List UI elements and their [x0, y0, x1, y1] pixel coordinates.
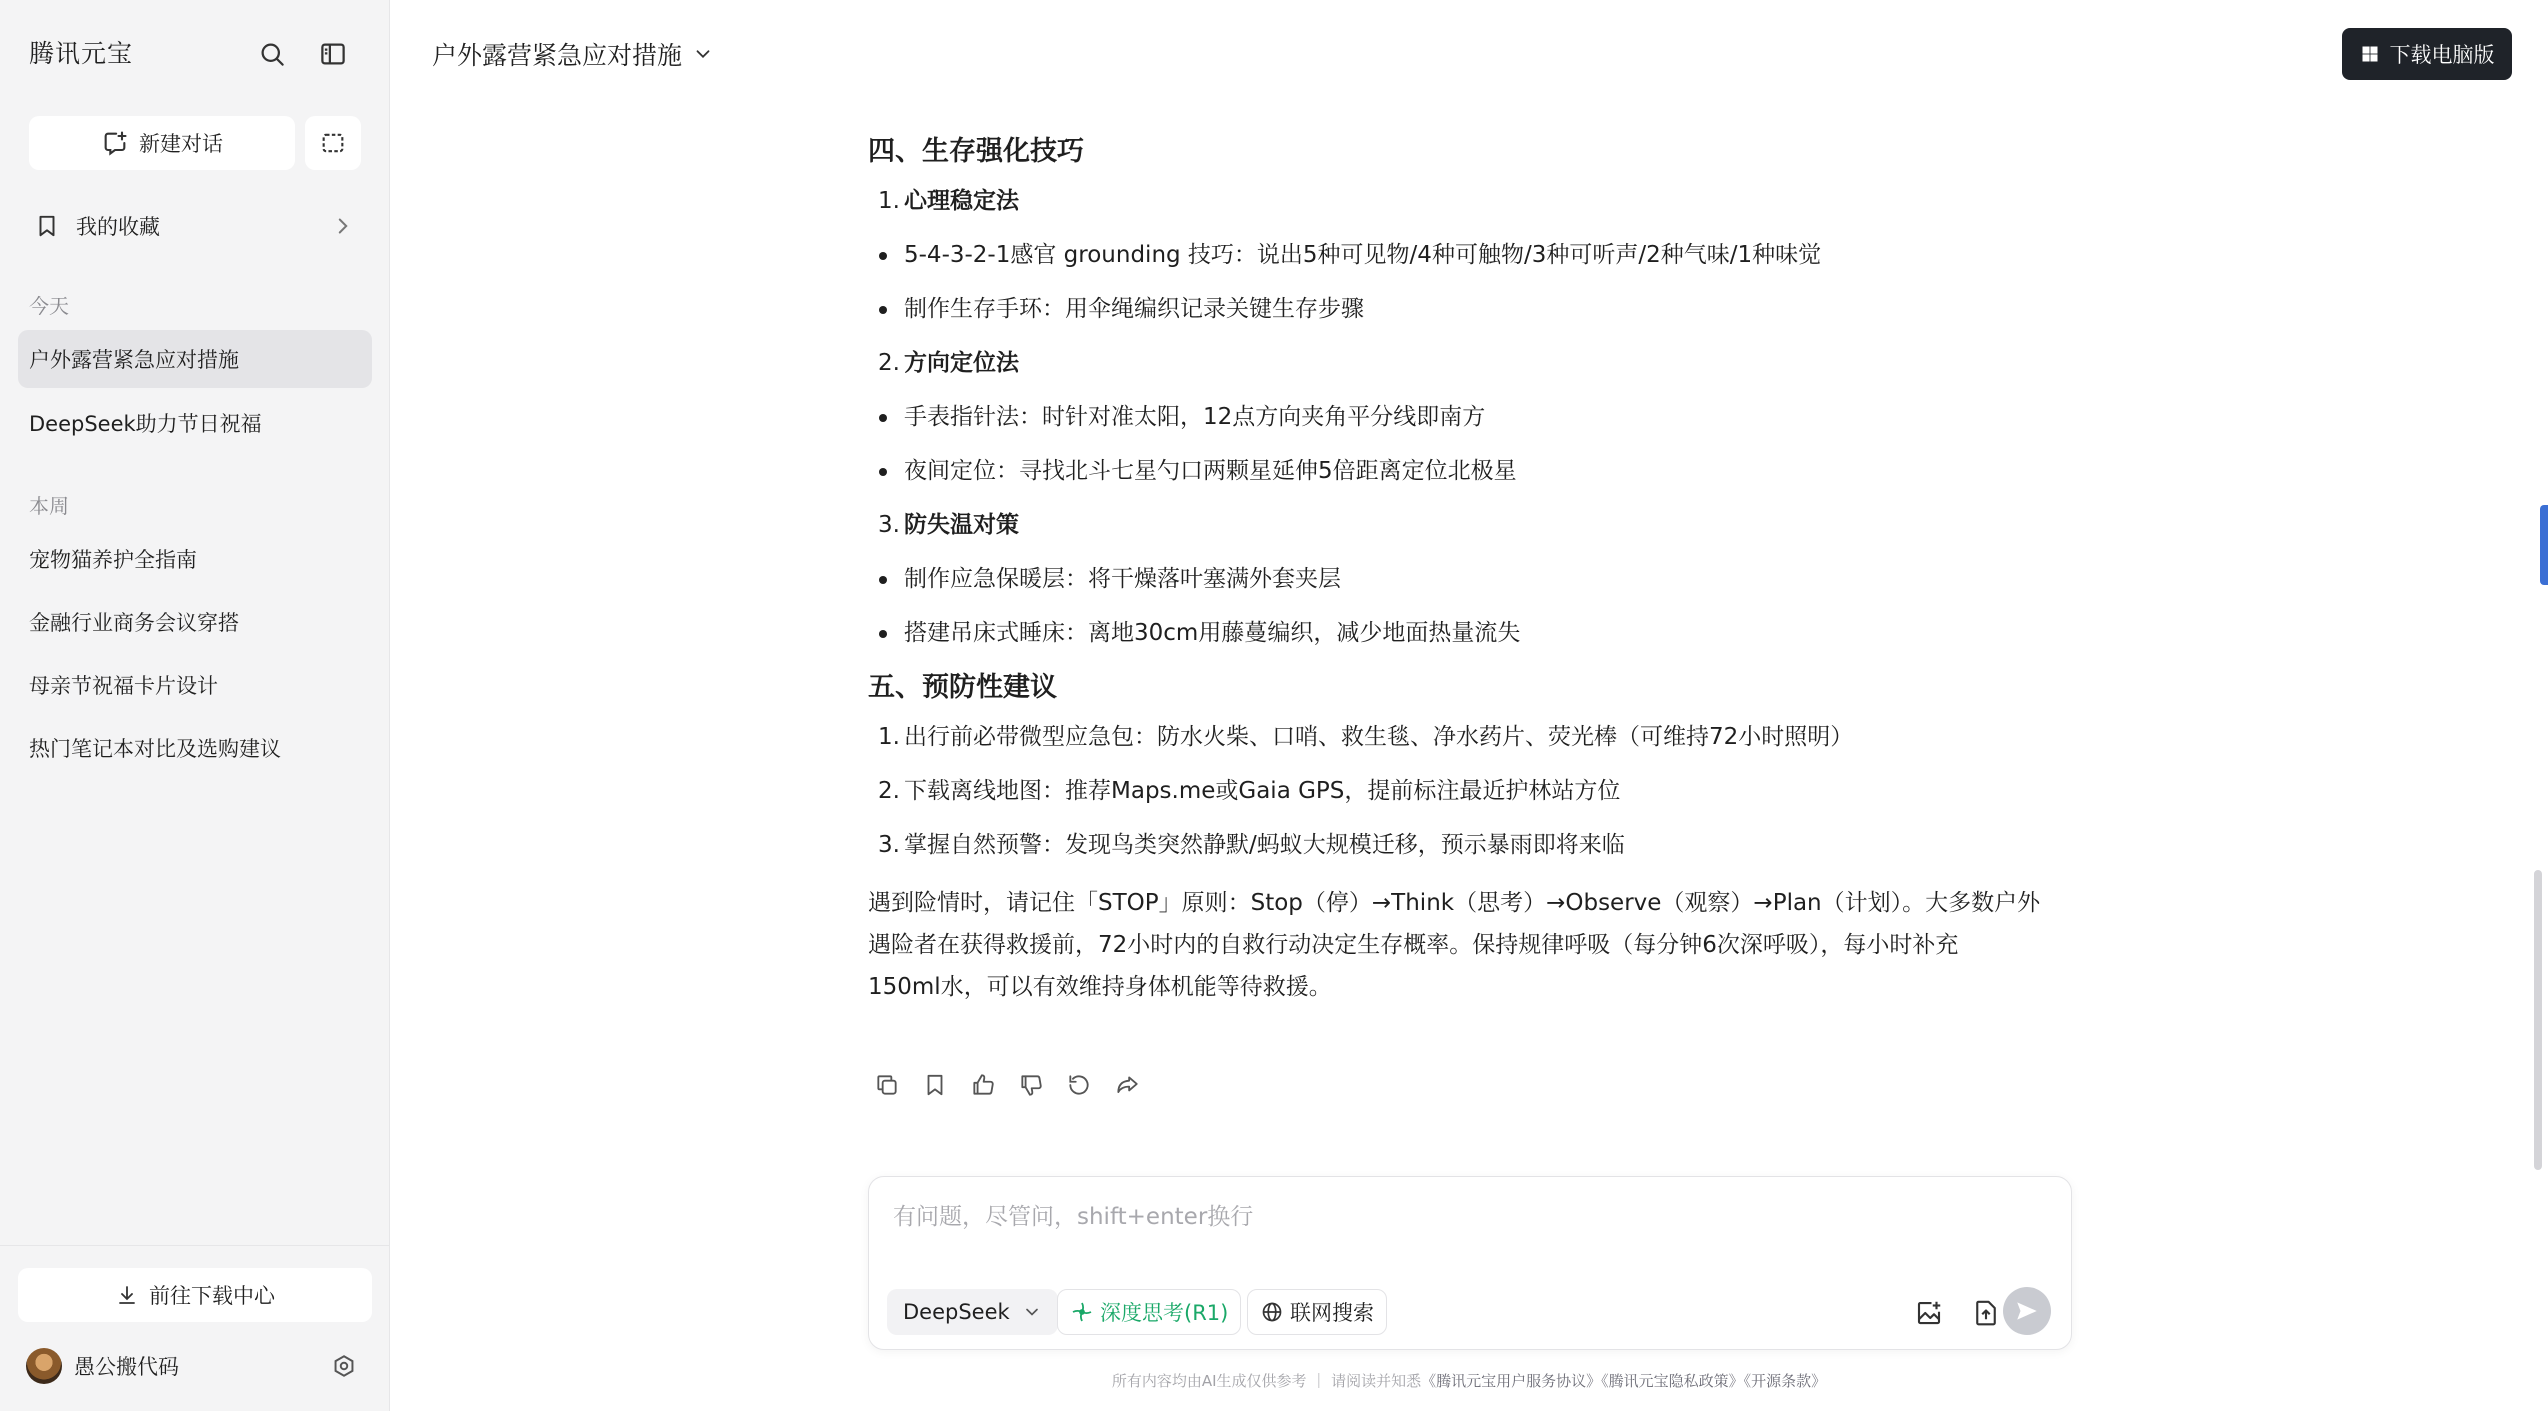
item-number: 2.	[878, 778, 900, 804]
item-text: 掌握自然预警：发现鸟类突然静默/蚂蚁大规模迁移，预示暴雨即将来临	[904, 832, 1625, 858]
section-heading: 四、生存强化技巧	[868, 136, 1084, 167]
regenerate-icon	[1066, 1072, 1092, 1098]
upload-file-button[interactable]	[1966, 1293, 2006, 1333]
copy-icon	[874, 1072, 900, 1098]
item-title: 心理稳定法	[904, 188, 1019, 214]
sidebar-toggle-icon	[318, 39, 348, 69]
chevron-down-icon	[692, 43, 714, 65]
footer-note: 所有内容均由AI生成仅供参考 ｜ 请阅读并知悉	[1111, 1372, 1422, 1390]
search-icon	[257, 39, 287, 69]
section-label-today: 今天	[29, 294, 69, 318]
item-number: 1.	[878, 724, 900, 750]
item-text: 出行前必带微型应急包：防水火柴、口哨、救生毯、净水药片、荧光棒（可维持72小时照明）	[904, 724, 1854, 750]
ordered-item	[868, 710, 2068, 764]
ordered-item	[868, 498, 2068, 552]
download-desktop-label: 下载电脑版	[2389, 43, 2495, 67]
dislike-button[interactable]	[1016, 1070, 1046, 1100]
download-icon	[115, 1283, 139, 1307]
chevron-right-icon	[330, 213, 356, 239]
bookmark-icon	[34, 213, 60, 239]
bookmark-button[interactable]	[920, 1070, 950, 1100]
side-tab[interactable]	[2540, 505, 2548, 585]
select-frame-icon	[319, 129, 347, 157]
thumbs-down-icon	[1018, 1072, 1044, 1098]
model-label: DeepSeek	[903, 1300, 1010, 1324]
copy-button[interactable]	[872, 1070, 902, 1100]
item-number: 3.	[878, 832, 900, 858]
item-number: 3.	[878, 512, 900, 538]
assistant-message	[868, 130, 2068, 1008]
item-number: 1.	[878, 188, 900, 214]
scrollbar[interactable]	[2534, 870, 2542, 1170]
chat-input[interactable]	[891, 1197, 2041, 1237]
item-title: 防失温对策	[904, 512, 1019, 538]
bookmark-icon	[922, 1072, 948, 1098]
deep-think-label: 深度思考(R1)	[1100, 1301, 1229, 1325]
model-selector[interactable]	[887, 1289, 1058, 1335]
conversation-item[interactable]: 金融行业商务会议穿搭	[29, 611, 239, 635]
footer-disclaimer	[0, 1370, 2548, 1391]
section-heading: 五、预防性建议	[868, 672, 1057, 703]
web-search-toggle[interactable]	[1247, 1289, 1387, 1335]
conversation-item[interactable]: 宠物猫养护全指南	[29, 548, 197, 572]
message-actions	[872, 1070, 1142, 1100]
search-button[interactable]	[250, 32, 294, 76]
divider	[0, 1245, 390, 1246]
favorites-label: 我的收藏	[76, 215, 160, 239]
brand-title: 腾讯元宝	[29, 39, 134, 68]
thumbs-up-icon	[970, 1072, 996, 1098]
share-icon	[1114, 1072, 1140, 1098]
upload-image-button[interactable]	[1909, 1293, 1949, 1333]
section-label-week: 本周	[29, 494, 69, 518]
conversation-item[interactable]: 母亲节祝福卡片设计	[29, 674, 218, 698]
item-number: 2.	[878, 350, 900, 376]
item-title: 方向定位法	[904, 350, 1019, 376]
deep-think-icon	[1070, 1300, 1094, 1324]
sidebar	[0, 0, 390, 1411]
conversation-item[interactable]: 户外露营紧急应对措施	[18, 330, 372, 388]
ordered-item	[868, 764, 2068, 818]
item-text: 下载离线地图：推荐Maps.me或Gaia GPS，提前标注最近护林站方位	[904, 778, 1621, 804]
bullet-item: 制作应急保暖层：将干燥落叶塞满外套夹层	[868, 552, 2068, 606]
user-name: 愚公搬代码	[74, 1355, 179, 1379]
multi-select-button[interactable]	[305, 116, 361, 170]
ordered-item	[868, 336, 2068, 390]
new-chat-icon	[101, 129, 129, 157]
send-icon	[2014, 1298, 2040, 1324]
image-add-icon	[1914, 1298, 1944, 1328]
ordered-item	[868, 174, 2068, 228]
conversation-item[interactable]: DeepSeek助力节日祝福	[29, 412, 262, 436]
bullet-item: 搭建吊床式睡床：离地30cm用藤蔓编织，减少地面热量流失	[868, 606, 2068, 660]
paragraph-line: 遇险者在获得救援前，72小时内的自救行动决定生存概率。保持规律呼吸（每分钟6次深呼吸），每小时补充	[868, 932, 1959, 958]
favorites-item[interactable]	[18, 200, 370, 252]
chevron-down-icon	[1022, 1302, 1042, 1322]
share-button[interactable]	[1112, 1070, 1142, 1100]
regenerate-button[interactable]	[1064, 1070, 1094, 1100]
paragraph-line: 遇到险情时，请记住「STOP」原则：Stop（停）→Think（思考）→Observe（观察）→Plan（计划）。大多数户外	[868, 890, 2041, 916]
send-button[interactable]	[2003, 1287, 2051, 1335]
download-desktop-button[interactable]	[2342, 28, 2512, 80]
chat-input-box	[868, 1176, 2072, 1350]
closing-paragraph	[868, 882, 2068, 1008]
web-search-label: 联网搜索	[1290, 1301, 1374, 1325]
ordered-item	[868, 818, 2068, 872]
bullet-item: 手表指针法：时针对准太阳，12点方向夹角平分线即南方	[868, 390, 2068, 444]
upload-file-icon	[1971, 1298, 2001, 1328]
bullet-item: 夜间定位：寻找北斗七星勺口两颗星延伸5倍距离定位北极星	[868, 444, 2068, 498]
download-center-button[interactable]	[18, 1268, 372, 1322]
new-chat-label: 新建对话	[139, 132, 223, 156]
new-chat-button[interactable]	[29, 116, 295, 170]
like-button[interactable]	[968, 1070, 998, 1100]
windows-icon	[2360, 44, 2380, 64]
globe-icon	[1260, 1300, 1284, 1324]
deep-think-toggle[interactable]	[1057, 1289, 1241, 1335]
conversation-item[interactable]: 热门笔记本对比及选购建议	[29, 737, 281, 761]
download-center-label: 前往下载中心	[149, 1284, 275, 1308]
bullet-item: 制作生存手环：用伞绳编织记录关键生存步骤	[868, 282, 2068, 336]
collapse-sidebar-button[interactable]	[311, 32, 355, 76]
footer-links[interactable]: 《腾讯元宝用户服务协议》《腾讯元宝隐私政策》《开源条款》	[1421, 1372, 1827, 1390]
bullet-item: 5-4-3-2-1感官 grounding 技巧：说出5种可见物/4种可触物/3种可听声/2种气味/1种味觉	[868, 228, 2068, 282]
paragraph-line: 150ml水，可以有效维持身体机能等待救援。	[868, 974, 1332, 1000]
chat-title: 户外露营紧急应对措施	[432, 41, 683, 70]
chat-title-dropdown[interactable]	[432, 36, 714, 72]
